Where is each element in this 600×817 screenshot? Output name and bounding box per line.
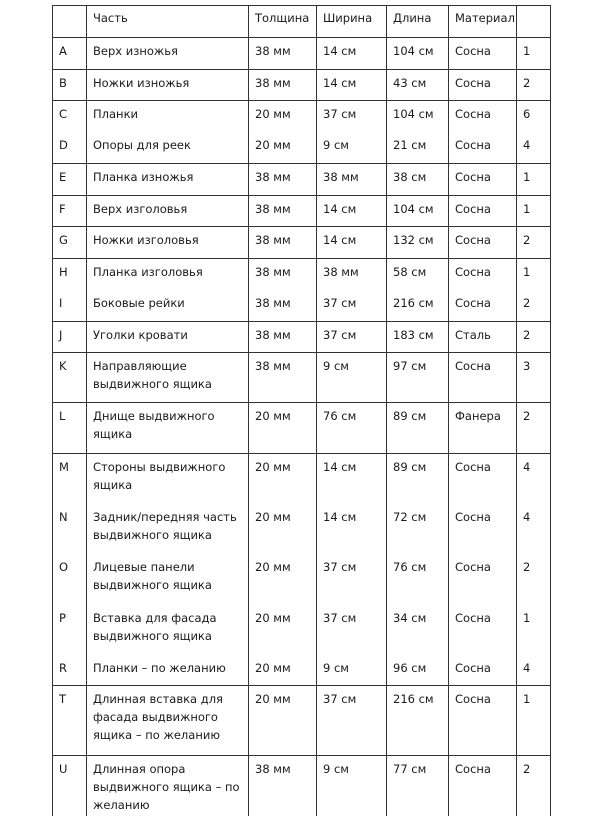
table-row [53,403,551,454]
table-row [53,655,551,686]
table-row [53,164,551,196]
cell-thickness: 20 мм [249,554,317,605]
cell-id: J [53,322,87,353]
cell-length: 216 см [387,290,449,322]
header-length: Длина [387,6,449,38]
cell-id: E [53,164,87,196]
cell-width: 9 см [317,132,387,164]
cell-part: Верх изножья [87,38,249,70]
cell-id: C [53,101,87,132]
cell-thickness: 38 мм [249,290,317,322]
cell-length: 96 см [387,655,449,686]
cell-width: 37 см [317,554,387,605]
cell-part: Верх изголовья [87,196,249,227]
cell-length: 43 см [387,70,449,101]
cell-material: Сосна [449,756,517,816]
cell-part: Длинная опора выдвижного ящика – по желанию [87,756,249,816]
cell-material: Сосна [449,655,517,686]
cell-thickness: 20 мм [249,655,317,686]
cell-part: Длинная вставка для фасада выдвижного ящика – по желанию [87,686,249,756]
table-row [53,132,551,164]
cell-width: 14 см [317,70,387,101]
cell-qty: 1 [517,686,551,756]
cell-width: 38 мм [317,259,387,290]
cell-qty: 2 [517,290,551,322]
header-id [53,6,87,38]
table-row [53,227,551,259]
cell-part: Днище выдвижного ящика [87,403,249,454]
cell-length: 104 см [387,38,449,70]
cell-length: 72 см [387,504,449,554]
cell-length: 58 см [387,259,449,290]
cell-width: 37 см [317,322,387,353]
cell-part: Лицевые панели выдвижного ящика [87,554,249,605]
cell-length: 132 см [387,227,449,259]
cell-material: Фанера [449,403,517,454]
cell-width: 37 см [317,290,387,322]
header-thickness: Толщина [249,6,317,38]
cell-length: 38 см [387,164,449,196]
cell-qty: 2 [517,322,551,353]
cell-length: 77 см [387,756,449,816]
cell-thickness: 38 мм [249,259,317,290]
cell-id: T [53,686,87,756]
table-row [53,454,551,504]
cell-id: M [53,454,87,504]
cell-material: Сосна [449,554,517,605]
cell-width: 37 см [317,605,387,655]
cell-qty: 6 [523,107,531,121]
cell-qty: 4 [517,655,551,686]
cell-qty: 1 [523,610,531,625]
cell-thickness: 38 мм [249,227,317,259]
cell-qty: 3 [517,353,551,403]
cell-thickness: 38 мм [249,756,317,816]
cell-material: Сосна [449,164,517,196]
cell-width: 14 см [317,454,387,504]
table-row [53,101,551,132]
cell-width: 9 см [317,655,387,686]
table-row [53,38,551,70]
cell-width: 9 см [317,756,387,816]
cell-thickness: 20 мм [249,403,317,454]
cell-length: 97 см [387,353,449,403]
cell-id: P [53,605,87,655]
cell-id: R [53,655,87,686]
cell-part: Ножки изножья [87,70,249,101]
cell-thickness: 38 мм [249,322,317,353]
header-qty [517,6,551,38]
cell-qty: 1 [523,265,531,279]
cell-qty: 2 [517,403,551,454]
cell-id: H [53,259,87,290]
table-row [53,259,551,290]
cell-length: 76 см [387,554,449,605]
parts-table [52,5,551,816]
cell-width: 37 см [317,101,387,132]
cell-qty: 2 [517,70,551,101]
cell-part: Планка изножья [87,164,249,196]
cell-part: Боковые рейки [87,290,249,322]
cell-width: 37 см [317,686,387,756]
cell-qty: 1 [517,196,551,227]
cell-id: I [53,290,87,322]
cell-material: Сосна [449,227,517,259]
cell-qty: 4 [517,132,551,164]
cell-length: 216 см [387,686,449,756]
cell-thickness: 20 мм [249,605,317,655]
cell-id: D [53,132,87,164]
cell-id: O [53,554,87,605]
cell-thickness: 38 мм [249,196,317,227]
cell-material: Сосна [449,454,517,504]
table-row [53,196,551,227]
cell-length: 89 см [387,403,449,454]
cell-thickness: 38 мм [249,164,317,196]
cell-width: 14 см [317,227,387,259]
cell-part: Направляющие выдвижного ящика [87,353,249,403]
cell-part: Планка изголовья [87,259,249,290]
cell-length: 104 см [387,196,449,227]
cell-part: Ножки изголовья [87,227,249,259]
cell-qty: 4 [523,509,531,524]
table-row [53,756,551,816]
cell-width: 14 см [317,38,387,70]
cell-material: Сосна [449,196,517,227]
cell-id: G [53,227,87,259]
cell-width: 38 мм [317,164,387,196]
cell-qty: 2 [523,559,531,574]
cell-thickness: 20 мм [249,101,317,132]
cell-material: Сосна [449,504,517,554]
header-width: Ширина [317,6,387,38]
cell-width: 9 см [317,353,387,403]
cell-thickness: 38 мм [249,38,317,70]
cell-thickness: 20 мм [249,504,317,554]
cell-material: Сосна [449,605,517,655]
cell-qty: 1 [517,38,551,70]
cell-width: 76 см [317,403,387,454]
cell-length: 21 см [387,132,449,164]
cell-thickness: 20 мм [249,454,317,504]
cell-id: B [53,70,87,101]
cell-material: Сталь [449,322,517,353]
cell-id: U [53,756,87,816]
cell-part: Планки – по желанию [87,655,249,686]
table-row [53,504,551,554]
cell-material: Сосна [449,38,517,70]
cell-qty: 2 [523,762,531,776]
cell-thickness: 38 мм [249,353,317,403]
cell-part: Уголки кровати [87,322,249,353]
cell-id: L [53,403,87,454]
cell-part: Стороны выдвижного ящика [87,454,249,504]
cell-material: Сосна [449,101,517,132]
cell-thickness: 20 мм [249,132,317,164]
cell-thickness: 20 мм [249,686,317,756]
cell-length: 34 см [387,605,449,655]
cell-part: Вставка для фасада выдвижного ящика [87,605,249,655]
cell-length: 104 см [387,101,449,132]
table-row [53,322,551,353]
cell-material: Сосна [449,686,517,756]
table-row [53,605,551,655]
cell-qty: 1 [517,164,551,196]
cell-length: 183 см [387,322,449,353]
cell-id: A [53,38,87,70]
cell-id: K [53,353,87,403]
header-part: Часть [87,6,249,38]
table-row [53,353,551,403]
table-row [53,290,551,322]
cell-thickness: 38 мм [249,70,317,101]
cell-width: 14 см [317,504,387,554]
cell-material: Сосна [449,70,517,101]
header-row [53,6,551,38]
cell-material: Сосна [449,353,517,403]
cell-material: Сосна [449,290,517,322]
cell-qty: 4 [523,460,531,474]
cell-id: N [53,504,87,554]
cell-material: Сосна [449,259,517,290]
cell-part: Опоры для реек [87,132,249,164]
cell-id: F [53,196,87,227]
cell-part: Задник/передняя часть выдвижного ящика [87,504,249,554]
table-row [53,686,551,756]
cell-width: 14 см [317,196,387,227]
header-material: Материал [449,6,517,38]
cell-part: Планки [87,101,249,132]
table-row [53,70,551,101]
cell-qty: 2 [517,227,551,259]
table-row [53,554,551,605]
cell-length: 89 см [387,454,449,504]
cell-material: Сосна [449,132,517,164]
